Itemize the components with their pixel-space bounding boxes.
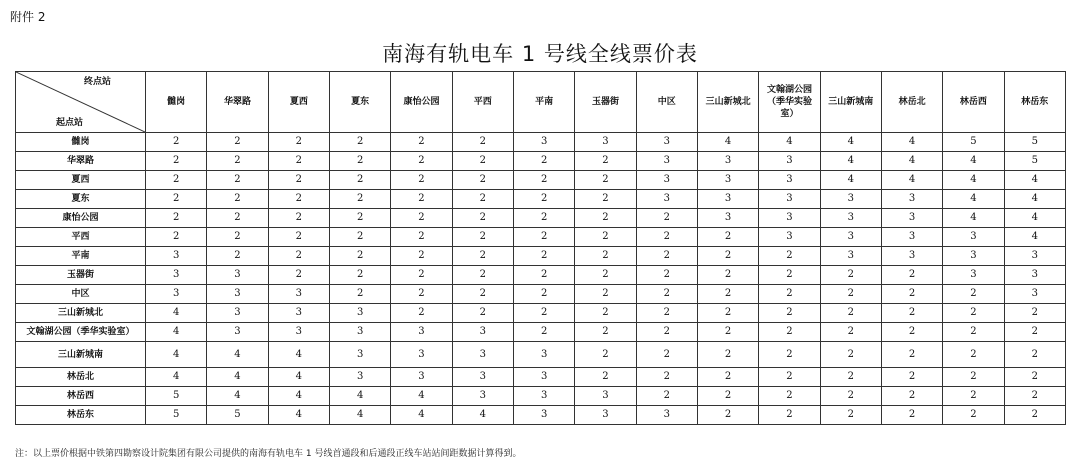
fare-cell: 2 — [820, 368, 881, 387]
fare-cell: 2 — [759, 304, 820, 323]
fare-cell: 2 — [820, 342, 881, 368]
fare-cell: 2 — [513, 266, 574, 285]
fare-cell: 2 — [697, 342, 758, 368]
fare-cell: 2 — [391, 247, 452, 266]
fare-cell: 2 — [697, 387, 758, 406]
table-row — [16, 323, 1066, 342]
fare-cell: 2 — [697, 266, 758, 285]
fare-cell: 3 — [452, 368, 513, 387]
fare-cell: 2 — [452, 190, 513, 209]
fare-cell: 2 — [820, 266, 881, 285]
fare-cell: 3 — [146, 247, 207, 266]
fare-cell: 4 — [820, 152, 881, 171]
column-header: 林岳东 — [1004, 72, 1065, 133]
column-header: 华翠路 — [207, 72, 268, 133]
fare-cell: 3 — [820, 228, 881, 247]
fare-cell: 2 — [452, 209, 513, 228]
fare-cell: 2 — [146, 152, 207, 171]
fare-cell: 3 — [820, 209, 881, 228]
table-row — [16, 266, 1066, 285]
row-label: 平南 — [16, 247, 146, 266]
fare-cell: 2 — [636, 228, 697, 247]
fare-cell: 2 — [575, 266, 636, 285]
fare-cell: 2 — [575, 342, 636, 368]
fare-cell: 3 — [452, 387, 513, 406]
fare-cell: 2 — [881, 406, 942, 425]
table-row — [16, 387, 1066, 406]
fare-cell: 3 — [329, 342, 390, 368]
fare-cell: 3 — [391, 368, 452, 387]
fare-cell: 3 — [268, 304, 329, 323]
fare-cell: 2 — [329, 152, 390, 171]
fare-cell: 5 — [943, 133, 1004, 152]
fare-cell: 2 — [146, 228, 207, 247]
fare-cell: 3 — [1004, 285, 1065, 304]
row-label: 玉器街 — [16, 266, 146, 285]
fare-cell: 2 — [207, 171, 268, 190]
fare-cell: 3 — [207, 304, 268, 323]
fare-cell: 4 — [943, 190, 1004, 209]
fare-cell: 3 — [697, 190, 758, 209]
fare-cell: 4 — [881, 171, 942, 190]
table-row — [16, 368, 1066, 387]
fare-cell: 2 — [268, 266, 329, 285]
fare-cell: 3 — [881, 209, 942, 228]
fare-cell: 2 — [513, 152, 574, 171]
column-header: 文翰湖公园（季华实验室） — [759, 72, 820, 133]
fare-cell: 2 — [268, 152, 329, 171]
fare-cell: 2 — [636, 247, 697, 266]
fare-cell: 2 — [207, 247, 268, 266]
column-header: 平西 — [452, 72, 513, 133]
table-row — [16, 228, 1066, 247]
fare-cell: 4 — [1004, 190, 1065, 209]
column-header: 三山新城南 — [820, 72, 881, 133]
fare-cell: 3 — [759, 190, 820, 209]
fare-cell: 2 — [391, 133, 452, 152]
fare-cell: 3 — [881, 228, 942, 247]
fare-cell: 2 — [759, 406, 820, 425]
fare-cell: 2 — [943, 285, 1004, 304]
fare-cell: 2 — [636, 266, 697, 285]
fare-cell: 2 — [759, 387, 820, 406]
fare-cell: 2 — [697, 368, 758, 387]
fare-cell: 3 — [268, 285, 329, 304]
fare-cell: 2 — [513, 228, 574, 247]
fare-cell: 4 — [452, 406, 513, 425]
fare-cell: 4 — [268, 342, 329, 368]
fare-cell: 3 — [146, 285, 207, 304]
fare-cell: 3 — [881, 247, 942, 266]
footnote: 注：以上票价根据中铁第四勘察设计院集团有限公司提供的南海有轨电车 1 号线首通段和后通段正线车站站间距数据计算得到。 — [15, 449, 522, 459]
column-header: 中区 — [636, 72, 697, 133]
fare-cell: 2 — [697, 304, 758, 323]
column-header: 夏东 — [329, 72, 390, 133]
fare-cell: 2 — [575, 368, 636, 387]
row-label: 夏西 — [16, 171, 146, 190]
fare-cell: 2 — [881, 342, 942, 368]
fare-cell: 2 — [943, 342, 1004, 368]
fare-cell: 3 — [513, 387, 574, 406]
table-row — [16, 247, 1066, 266]
fare-cell: 5 — [207, 406, 268, 425]
fare-cell: 2 — [636, 387, 697, 406]
fare-cell: 2 — [575, 171, 636, 190]
fare-cell: 2 — [452, 247, 513, 266]
fare-cell: 2 — [636, 304, 697, 323]
column-header: 玉器街 — [575, 72, 636, 133]
fare-cell: 4 — [146, 304, 207, 323]
fare-cell: 2 — [329, 209, 390, 228]
fare-cell: 2 — [1004, 304, 1065, 323]
fare-cell: 2 — [452, 266, 513, 285]
fare-cell: 2 — [391, 304, 452, 323]
fare-cell: 4 — [943, 152, 1004, 171]
fare-cell: 4 — [820, 171, 881, 190]
table-row — [16, 406, 1066, 425]
fare-cell: 4 — [391, 387, 452, 406]
fare-cell: 2 — [636, 285, 697, 304]
fare-cell: 2 — [881, 285, 942, 304]
fare-cell: 2 — [329, 285, 390, 304]
fare-cell: 5 — [146, 406, 207, 425]
fare-cell: 2 — [391, 285, 452, 304]
fare-cell: 3 — [1004, 266, 1065, 285]
fare-cell: 4 — [146, 342, 207, 368]
column-header: 林岳西 — [943, 72, 1004, 133]
fare-cell: 2 — [636, 342, 697, 368]
fare-cell: 3 — [575, 406, 636, 425]
fare-cell: 3 — [820, 190, 881, 209]
fare-cell: 2 — [759, 266, 820, 285]
fare-cell: 2 — [513, 247, 574, 266]
fare-cell: 2 — [1004, 342, 1065, 368]
fare-cell: 2 — [268, 247, 329, 266]
table-row — [16, 171, 1066, 190]
attachment-label: 附件 2 — [10, 10, 46, 24]
fare-table — [15, 71, 1066, 425]
fare-cell: 4 — [207, 387, 268, 406]
fare-cell: 2 — [575, 228, 636, 247]
table-header-row — [16, 72, 1066, 133]
destination-station-label: 终点站 — [83, 77, 111, 87]
fare-cell: 2 — [820, 387, 881, 406]
fare-cell: 2 — [268, 190, 329, 209]
row-label: 三山新城北 — [16, 304, 146, 323]
fare-cell: 2 — [146, 190, 207, 209]
fare-cell: 2 — [820, 304, 881, 323]
fare-cell: 4 — [391, 406, 452, 425]
fare-cell: 2 — [943, 387, 1004, 406]
fare-cell: 4 — [268, 406, 329, 425]
fare-cell: 2 — [575, 152, 636, 171]
fare-cell: 2 — [452, 133, 513, 152]
table-row — [16, 133, 1066, 152]
fare-cell: 2 — [697, 323, 758, 342]
fare-cell: 2 — [759, 285, 820, 304]
fare-cell: 3 — [636, 152, 697, 171]
fare-cell: 3 — [697, 171, 758, 190]
fare-cell: 2 — [207, 228, 268, 247]
fare-cell: 3 — [881, 190, 942, 209]
fare-cell: 4 — [329, 406, 390, 425]
fare-cell: 2 — [207, 133, 268, 152]
fare-cell: 2 — [1004, 387, 1065, 406]
fare-cell: 4 — [697, 133, 758, 152]
fare-cell: 5 — [1004, 133, 1065, 152]
fare-cell: 3 — [759, 209, 820, 228]
fare-cell: 4 — [943, 209, 1004, 228]
column-header: 雠岗 — [146, 72, 207, 133]
fare-cell: 3 — [207, 266, 268, 285]
row-label: 雠岗 — [16, 133, 146, 152]
fare-cell: 2 — [759, 342, 820, 368]
fare-cell: 2 — [452, 152, 513, 171]
fare-cell: 2 — [575, 209, 636, 228]
fare-cell: 3 — [452, 323, 513, 342]
fare-cell: 2 — [1004, 368, 1065, 387]
row-label: 林岳北 — [16, 368, 146, 387]
fare-cell: 2 — [820, 406, 881, 425]
fare-cell: 3 — [1004, 247, 1065, 266]
fare-cell: 2 — [268, 228, 329, 247]
fare-cell: 2 — [146, 133, 207, 152]
fare-cell: 3 — [636, 406, 697, 425]
fare-cell: 2 — [697, 247, 758, 266]
fare-cell: 3 — [636, 171, 697, 190]
fare-cell: 2 — [881, 304, 942, 323]
fare-cell: 2 — [943, 406, 1004, 425]
fare-cell: 2 — [1004, 406, 1065, 425]
fare-cell: 2 — [575, 323, 636, 342]
fare-cell: 2 — [820, 285, 881, 304]
row-label: 康怡公园 — [16, 209, 146, 228]
fare-cell: 2 — [452, 228, 513, 247]
fare-cell: 4 — [268, 387, 329, 406]
fare-cell: 2 — [697, 285, 758, 304]
fare-cell: 2 — [452, 304, 513, 323]
fare-cell: 2 — [575, 247, 636, 266]
fare-cell: 3 — [575, 133, 636, 152]
fare-cell: 2 — [513, 323, 574, 342]
fare-cell: 3 — [513, 368, 574, 387]
table-row — [16, 285, 1066, 304]
fare-cell: 2 — [207, 152, 268, 171]
fare-cell: 3 — [207, 285, 268, 304]
fare-cell: 3 — [513, 406, 574, 425]
fare-cell: 4 — [329, 387, 390, 406]
fare-cell: 3 — [636, 190, 697, 209]
fare-cell: 4 — [1004, 228, 1065, 247]
fare-cell: 4 — [207, 368, 268, 387]
fare-cell: 2 — [268, 171, 329, 190]
fare-cell: 3 — [452, 342, 513, 368]
fare-cell: 2 — [1004, 323, 1065, 342]
fare-cell: 4 — [146, 323, 207, 342]
table-row — [16, 190, 1066, 209]
fare-cell: 2 — [820, 323, 881, 342]
fare-cell: 5 — [1004, 152, 1065, 171]
row-label: 夏东 — [16, 190, 146, 209]
fare-cell: 2 — [943, 368, 1004, 387]
fare-cell: 4 — [943, 171, 1004, 190]
fare-cell: 2 — [759, 323, 820, 342]
fare-cell: 3 — [207, 323, 268, 342]
fare-cell: 2 — [329, 228, 390, 247]
fare-cell: 3 — [636, 133, 697, 152]
fare-cell: 2 — [146, 171, 207, 190]
fare-cell: 2 — [759, 247, 820, 266]
column-header: 林岳北 — [881, 72, 942, 133]
fare-cell: 2 — [697, 406, 758, 425]
fare-cell: 2 — [207, 190, 268, 209]
fare-cell: 2 — [452, 171, 513, 190]
fare-cell: 2 — [391, 228, 452, 247]
table-body — [16, 133, 1066, 425]
fare-cell: 2 — [513, 190, 574, 209]
fare-cell: 5 — [146, 387, 207, 406]
fare-cell: 2 — [146, 209, 207, 228]
row-label: 林岳东 — [16, 406, 146, 425]
fare-cell: 4 — [207, 342, 268, 368]
table-row — [16, 152, 1066, 171]
fare-cell: 2 — [881, 323, 942, 342]
fare-cell: 2 — [575, 285, 636, 304]
column-header: 夏西 — [268, 72, 329, 133]
fare-cell: 2 — [391, 266, 452, 285]
column-header: 平南 — [513, 72, 574, 133]
corner-header-cell — [16, 72, 146, 133]
fare-cell: 2 — [513, 304, 574, 323]
fare-cell: 3 — [513, 342, 574, 368]
column-header: 康怡公园 — [391, 72, 452, 133]
table-row — [16, 209, 1066, 228]
fare-cell: 2 — [943, 323, 1004, 342]
fare-cell: 3 — [759, 171, 820, 190]
fare-cell: 2 — [881, 368, 942, 387]
fare-cell: 2 — [391, 171, 452, 190]
fare-cell: 3 — [513, 133, 574, 152]
row-label: 林岳西 — [16, 387, 146, 406]
fare-cell: 2 — [881, 387, 942, 406]
fare-cell: 2 — [268, 209, 329, 228]
column-header: 三山新城北 — [697, 72, 758, 133]
fare-cell: 2 — [207, 209, 268, 228]
fare-cell: 2 — [329, 266, 390, 285]
fare-cell: 3 — [268, 323, 329, 342]
fare-cell: 2 — [329, 171, 390, 190]
fare-cell: 2 — [329, 133, 390, 152]
row-label: 三山新城南 — [16, 342, 146, 368]
fare-cell: 2 — [452, 285, 513, 304]
fare-cell: 3 — [391, 342, 452, 368]
fare-cell: 2 — [391, 190, 452, 209]
fare-cell: 2 — [391, 152, 452, 171]
row-label: 华翠路 — [16, 152, 146, 171]
fare-cell: 2 — [881, 266, 942, 285]
fare-cell: 3 — [820, 247, 881, 266]
page-title: 南海有轨电车 1 号线全线票价表 — [382, 42, 698, 66]
fare-cell: 3 — [697, 152, 758, 171]
fare-cell: 3 — [943, 247, 1004, 266]
fare-cell: 2 — [513, 209, 574, 228]
fare-cell: 2 — [329, 247, 390, 266]
fare-cell: 2 — [391, 209, 452, 228]
fare-cell: 3 — [575, 387, 636, 406]
fare-cell: 2 — [268, 133, 329, 152]
fare-cell: 2 — [636, 368, 697, 387]
fare-cell: 2 — [575, 304, 636, 323]
row-label: 中区 — [16, 285, 146, 304]
fare-cell: 4 — [820, 133, 881, 152]
table-row — [16, 304, 1066, 323]
fare-cell: 4 — [881, 152, 942, 171]
fare-cell: 3 — [943, 266, 1004, 285]
fare-cell: 3 — [391, 323, 452, 342]
row-label: 文翰湖公园（季华实验室） — [16, 323, 146, 342]
fare-cell: 3 — [759, 228, 820, 247]
fare-cell: 3 — [329, 304, 390, 323]
fare-cell: 3 — [329, 323, 390, 342]
fare-cell: 3 — [943, 228, 1004, 247]
fare-cell: 3 — [146, 266, 207, 285]
fare-cell: 4 — [881, 133, 942, 152]
fare-cell: 2 — [697, 228, 758, 247]
fare-cell: 4 — [759, 133, 820, 152]
fare-cell: 4 — [146, 368, 207, 387]
fare-cell: 2 — [513, 171, 574, 190]
fare-cell: 2 — [636, 209, 697, 228]
fare-cell: 3 — [697, 209, 758, 228]
fare-cell: 2 — [513, 285, 574, 304]
fare-cell: 3 — [759, 152, 820, 171]
fare-cell: 2 — [636, 323, 697, 342]
fare-cell: 2 — [575, 190, 636, 209]
table-row — [16, 342, 1066, 368]
origin-station-label: 起点站 — [56, 118, 84, 128]
fare-cell: 2 — [943, 304, 1004, 323]
fare-cell: 2 — [329, 190, 390, 209]
fare-cell: 4 — [268, 368, 329, 387]
fare-cell: 4 — [1004, 171, 1065, 190]
row-label: 平西 — [16, 228, 146, 247]
fare-cell: 2 — [759, 368, 820, 387]
fare-cell: 4 — [1004, 209, 1065, 228]
fare-cell: 3 — [329, 368, 390, 387]
